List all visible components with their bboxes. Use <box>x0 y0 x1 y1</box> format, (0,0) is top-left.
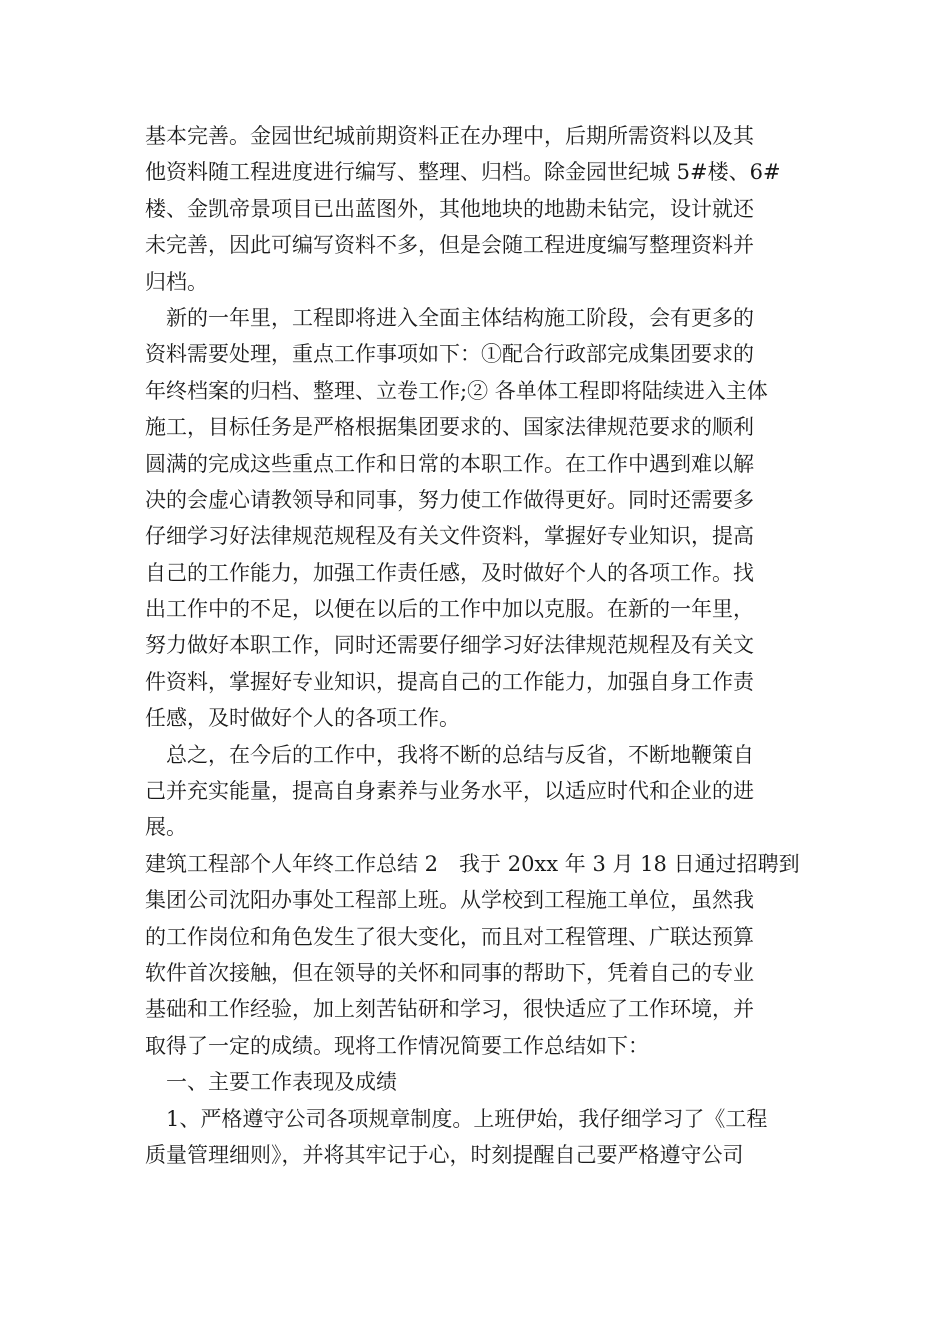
text-line: 未完善，因此可编写资料不多，但是会随工程进度编写整理资料并 <box>145 233 754 258</box>
section-title-line: 建筑工程部个人年终工作总结 2 我于 20xx 年 3 月 18 日通过招聘到 <box>145 851 800 876</box>
text-line: 仔细学习好法律规范规程及有关文件资料，掌握好专业知识，提高 <box>145 524 754 549</box>
text-line: 取得了一定的成绩。现将工作情况简要工作总结如下： <box>145 1033 649 1058</box>
paragraph-start-line: 1、严格遵守公司各项规章制度。上班伊始，我仔细学习了《工程 <box>166 1106 768 1131</box>
text-line: 自己的工作能力，加强工作责任感，及时做好个人的各项工作。找 <box>145 560 754 585</box>
heading-line: 一、主要工作表现及成绩 <box>166 1070 397 1095</box>
text-line: 基本完善。金园世纪城前期资料正在办理中，后期所需资料以及其 <box>145 124 754 148</box>
text-line: 任感，及时做好个人的各项工作。 <box>145 706 460 731</box>
text-line: 施工，目标任务是严格根据集团要求的、国家法律规范要求的顺利 <box>145 415 754 440</box>
text-line: 件资料，掌握好专业知识，提高自己的工作能力，加强自身工作责 <box>145 669 754 694</box>
text-line: 集团公司沈阳办事处工程部上班。从学校到工程施工单位，虽然我 <box>145 888 754 913</box>
text-line: 年终档案的归档、整理、立卷工作;② 各单体工程即将陆续进入主体 <box>145 378 768 403</box>
text-line: 资料需要处理，重点工作事项如下：①配合行政部完成集团要求的 <box>145 342 754 367</box>
text-line: 质量管理细则》，并将其牢记于心，时刻提醒自己要严格遵守公司 <box>145 1142 744 1167</box>
document-body <box>145 118 815 1173</box>
text-line: 决的会虚心请教领导和同事，努力使工作做得更好。同时还需要多 <box>145 487 754 512</box>
text-line: 出工作中的不足，以便在以后的工作中加以克服。在新的一年里， <box>145 597 754 622</box>
text-line: 努力做好本职工作，同时还需要仔细学习好法律规范规程及有关文 <box>145 633 754 658</box>
text-line: 楼、金凯帝景项目已出蓝图外，其他地块的地勘未钻完，设计就还 <box>145 196 754 221</box>
text-line: 展。 <box>145 815 187 840</box>
text-line: 基础和工作经验，加上刻苦钻研和学习，很快适应了工作环境，并 <box>145 997 754 1022</box>
paragraph-start-line: 总之，在今后的工作中，我将不断的总结与反省，不断地鞭策自 <box>166 742 754 767</box>
text-line: 归档。 <box>145 269 208 294</box>
text-line: 软件首次接触，但在领导的关怀和同事的帮助下，凭着自己的专业 <box>145 960 754 985</box>
text-line: 圆满的完成这些重点工作和日常的本职工作。在工作中遇到难以解 <box>145 451 754 476</box>
text-line: 他资料随工程进度进行编写、整理、归档。除金园世纪城 5#楼、6# <box>145 160 781 185</box>
text-line: 的工作岗位和角色发生了很大变化，而且对工程管理、广联达预算 <box>145 924 754 949</box>
paragraph-start-line: 新的一年里，工程即将进入全面主体结构施工阶段，会有更多的 <box>166 305 754 330</box>
text-line: 己并充实能量，提高自身素养与业务水平，以适应时代和企业的进 <box>145 779 754 804</box>
